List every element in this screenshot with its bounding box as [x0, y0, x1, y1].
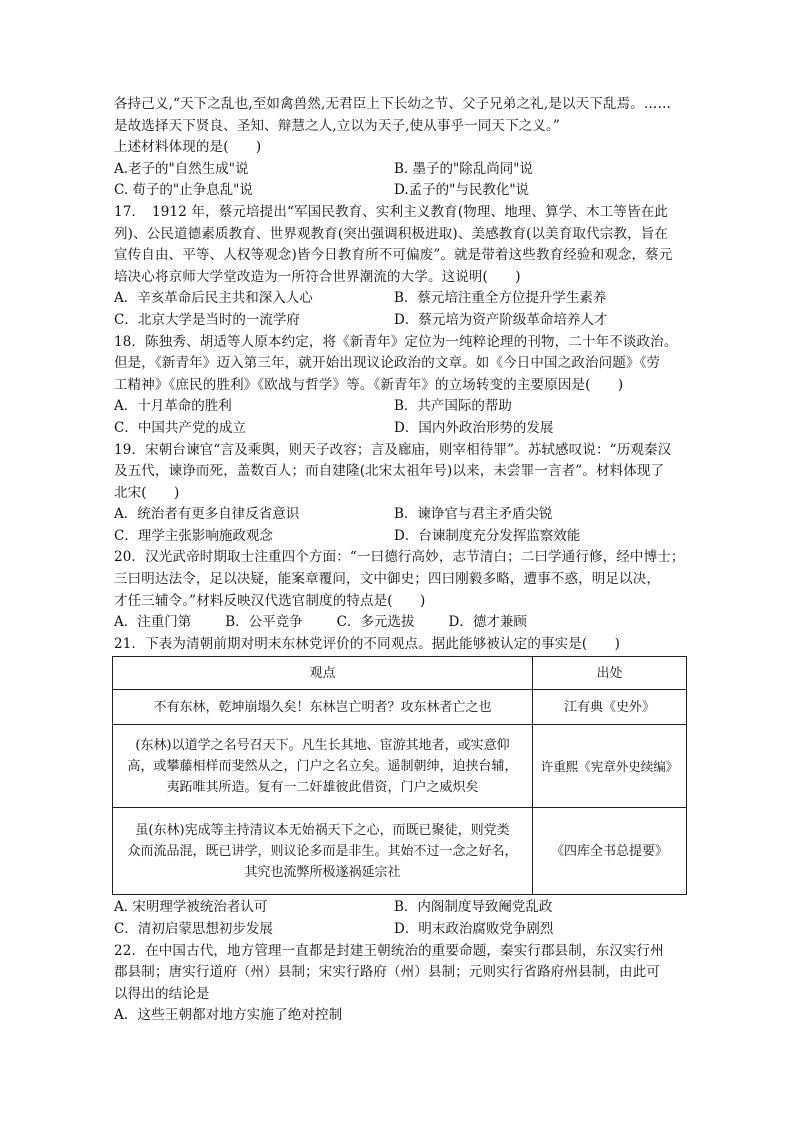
- question-21-options: [114, 919, 686, 941]
- question-19-line: 19．宋朝台谏官“言及乘舆，则天子改容；言及廊庙，则宰相待罪”。苏轼感叹说：“历观秦汉: [114, 441, 672, 458]
- question-20: [114, 547, 686, 633]
- question-19: [114, 440, 686, 548]
- option-d[interactable]: D．德才兼顾: [448, 614, 527, 631]
- question-17-options: [114, 310, 686, 332]
- question-17-line: 17． 1912 年，蔡元培提出“军国民教育、实利主义教育(物理、地理、算学、木工等皆在此: [114, 203, 668, 220]
- option-b[interactable]: B．谏诤官与君主矛盾尖锐: [394, 506, 553, 523]
- question-18-line: 工精神》《庶民的胜利》《欧战与哲学》等。《新青年》的立场转变的主要原因是( ): [114, 376, 624, 393]
- option-b[interactable]: B．共产国际的帮助: [394, 398, 512, 415]
- option-c[interactable]: C．多元选拔: [336, 614, 415, 631]
- question-17: [114, 202, 686, 332]
- question-16-line: 各持己义,“天下之乱也,至如禽兽然,无君臣上下长幼之节、父子兄弟之礼,是以天下乱焉。……: [114, 96, 672, 112]
- question-19-options: [114, 504, 686, 526]
- question-20-options: [114, 612, 686, 634]
- option-c[interactable]: C．北京大学是当时的一流学府: [114, 311, 300, 328]
- option-d[interactable]: D．国内外政治形势的发展: [394, 419, 554, 436]
- question-16-line: 上述材料体现的是( ): [114, 139, 262, 156]
- question-17-options: [114, 288, 686, 310]
- question-20-line: 才任三辅令。”材料反映汉代选官制度的特点是( ): [114, 592, 426, 609]
- table-row: [113, 725, 687, 808]
- question-19-line: 北宋( ): [114, 484, 180, 501]
- question-17-line: 列)、公民道德素质教育、世界观教育(突出强调积极进取)、美感教育(以美育取代宗教，旨在: [114, 225, 669, 242]
- question-22-line: 22．在中国古代，地方管理一直都是封建王朝统治的重要命题，秦实行郡县制，东汉实行州: [114, 942, 664, 959]
- table-row: [113, 808, 687, 895]
- question-21: [114, 634, 686, 941]
- header-view: 观点: [113, 657, 533, 690]
- option-a[interactable]: A. 宋明理学被统治者认可: [114, 899, 268, 916]
- source-cell: 江有典《史外》: [533, 690, 687, 725]
- view-cell: [113, 725, 533, 808]
- option-b[interactable]: B. 墨子的"除乱尚同"说: [394, 160, 533, 177]
- exam-content: [114, 94, 686, 1027]
- question-18-line: 18．陈独秀、胡适等人原本约定，将《新青年》定位为一纯粹论理的刊物，二十年不谈政治。: [114, 333, 678, 350]
- view-line: 不有东林，乾坤崩塌久矣！东林岂亡明者？攻东林者亡之也: [153, 699, 492, 715]
- question-18-line: 但是，《新青年》迈入第三年，就开始出现议论政治的文章。如《今日中国之政治问题》《劳: [114, 355, 661, 372]
- option-b[interactable]: B．公平竞争: [225, 614, 303, 631]
- view-line: 其究也流弊所极遂祸延宗社: [244, 864, 401, 880]
- option-c[interactable]: C．中国共产党的成立: [114, 419, 246, 436]
- view-cell: [113, 690, 533, 725]
- question-16: [114, 94, 686, 202]
- option-a[interactable]: A．注重门第: [114, 614, 192, 631]
- option-d[interactable]: D．蔡元培为资产阶级革命培养人才: [394, 311, 608, 328]
- question-18-options: [114, 418, 686, 440]
- option-a[interactable]: A．这些王朝都对地方实施了绝对控制: [114, 1007, 343, 1024]
- table-row: [113, 690, 687, 725]
- option-a[interactable]: A．统治者有更多自律反省意识: [114, 506, 300, 523]
- question-17-line: 培决心将京师大学堂改造为一所符合世界潮流的大学。这说明( ): [114, 268, 521, 285]
- option-a[interactable]: A.老子的"自然生成"说: [114, 160, 249, 177]
- question-16-options: [114, 159, 686, 181]
- question-22: [114, 941, 686, 1027]
- question-18: [114, 332, 686, 440]
- evaluation-table: [112, 656, 687, 895]
- option-c[interactable]: C．清初启蒙思想初步发展: [114, 921, 273, 938]
- question-21-options: [114, 897, 686, 919]
- source-cell: 许重熙《宪章外史续编》: [533, 725, 687, 808]
- option-d[interactable]: D．明末政治腐败党争剧烈: [394, 921, 554, 938]
- option-c[interactable]: C．理学主张影响施政观念: [114, 527, 273, 544]
- question-19-options: [114, 526, 686, 548]
- question-20-line: 20．汉光武帝时期取士注重四个方面：“一曰德行高妙，志节清白；二曰学通行修，经中博士；: [114, 549, 685, 566]
- question-22-line: 郡县制；唐实行道府（州）县制；宋实行路府（州）县制；元则实行省路府州县制，由此可: [114, 964, 660, 981]
- view-cell: [113, 808, 533, 895]
- view-line: 虽(东林)宪成等主持清议本无始祸天下之心，而既已聚徒，则党类: [135, 822, 510, 838]
- view-line: 夷跖唯其所造。复有一二奸雄彼此借资，门户之威炽矣: [166, 779, 479, 795]
- option-a[interactable]: A．辛亥革命后民主共和深入人心: [114, 290, 313, 307]
- option-c[interactable]: C. 荀子的"止争息乱"说: [114, 182, 253, 199]
- option-b[interactable]: B．蔡元培注重全方位提升学生素养: [394, 290, 607, 307]
- option-d[interactable]: D.孟子的"与民教化"说: [394, 182, 530, 199]
- question-22-line: 以得出的结论是: [114, 985, 210, 1002]
- table-header-row: [113, 657, 687, 690]
- question-21-stem: 21．下表为清朝前期对明末东林党评价的不同观点。据此能够被认定的事实是( ): [114, 635, 621, 652]
- question-16-line: 是故选择天下贤良、圣知、辩慧之人,立以为天子,使从事乎一同天下之义。”: [114, 117, 560, 134]
- question-20-line: 三曰明达法令，足以决疑，能案章覆问，文中御史；四曰刚毅多略，遭事不惑，明足以决，: [114, 571, 660, 588]
- view-line: (东林)以道学之名号召天下。凡生长其地、宦游其地者，或实意仰: [135, 737, 510, 753]
- question-18-options: [114, 396, 686, 418]
- question-16-options: [114, 180, 686, 202]
- view-line: 高，或攀藤相样而斐然从之，门户之名立矣。遥制朝绅，迫挟台辅，: [127, 758, 518, 774]
- question-19-line: 及五代，谏诤而死，盖数百人；而自建隆(北宋太祖年号)以来，未尝罪一言者”。材料体现了: [114, 463, 665, 480]
- source-cell: 《四库全书总提要》: [533, 808, 687, 895]
- question-17-line: 宣传自由、平等、人权等观念)皆今日教育所不可偏废”。就是带着这些教育经验和观念，蔡元: [114, 247, 673, 264]
- header-source: 出处: [533, 657, 687, 690]
- view-line: 众而流品混，既已讲学，则议论多而是非生。其始不过一念之好名，: [127, 843, 518, 859]
- option-a[interactable]: A．十月革命的胜利: [114, 398, 232, 415]
- option-b[interactable]: B．内阁制度导致阉党乱政: [394, 899, 553, 916]
- option-d[interactable]: D．台谏制度充分发挥监察效能: [394, 527, 581, 544]
